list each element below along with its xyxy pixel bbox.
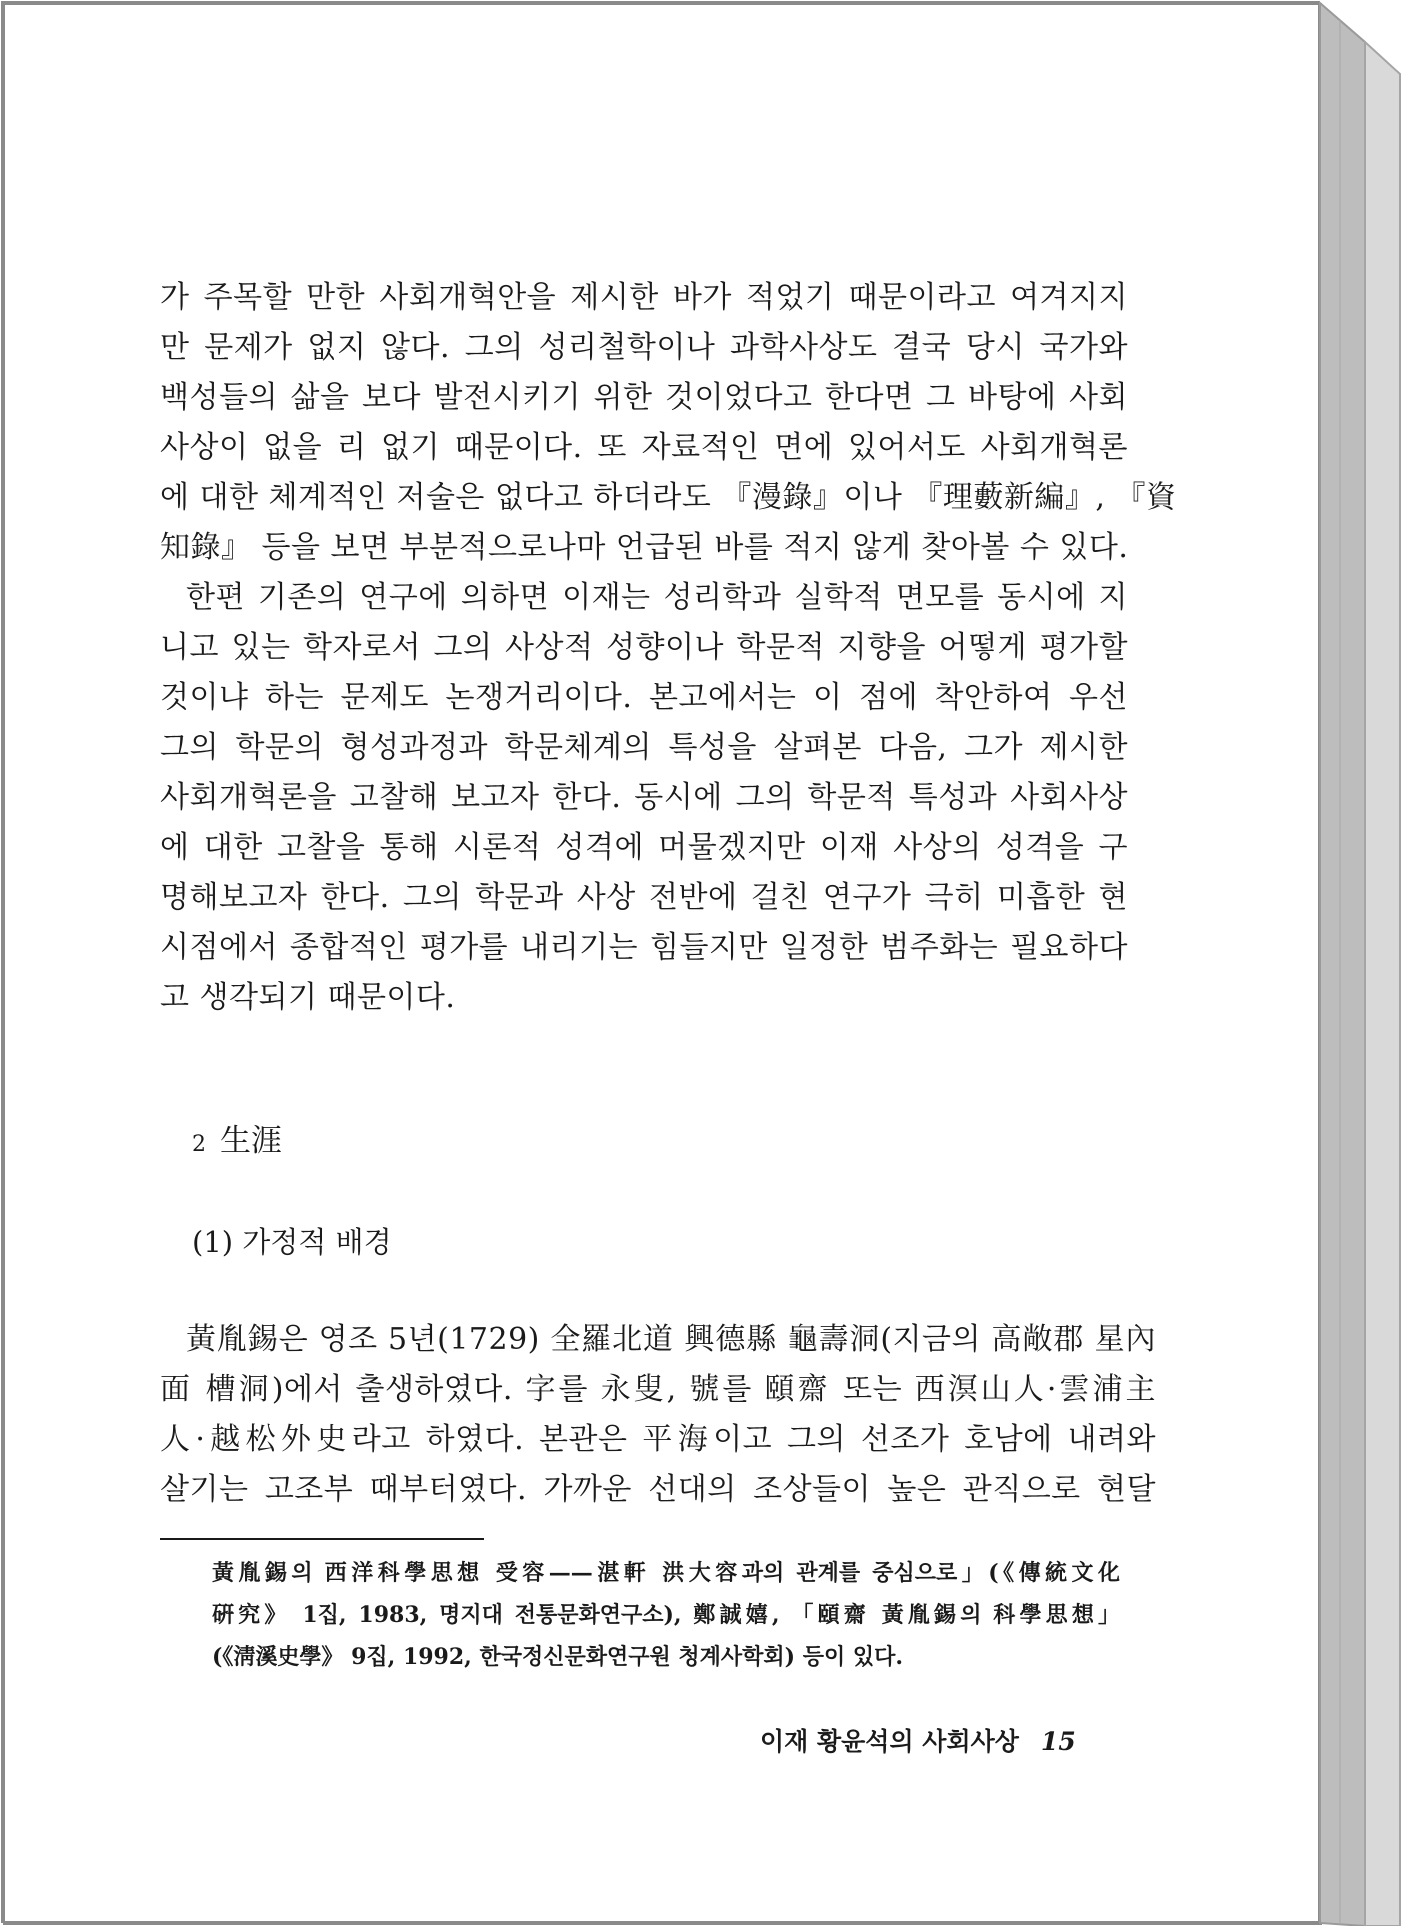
subsection-heading: (1) 가정적 배경 [192, 1225, 392, 1259]
text-line: 黃胤錫은 영조 5년(1729) 全羅北道 興德縣 龜壽洞(지금의 高敞郡 星內 [186, 1322, 1156, 1357]
section-number: 2 [192, 1132, 206, 1157]
text-line: 가 주목할 만한 사회개혁안을 제시한 바가 적었기 때문이라고 여겨지지 [160, 280, 1128, 315]
footnote-line: 硏究》 1집, 1983, 명지대 전통문화연구소), 鄭誠嬉, 「頤齋 黃胤錫의 科學思想」 [212, 1602, 1120, 1628]
footnote-line: 黃胤錫의 西洋科學思想 受容——湛軒 洪大容과의 관계를 중심으로」(《傳統文化 [212, 1560, 1120, 1586]
text-line: 니고 있는 학자로서 그의 사상적 성향이나 학문적 지향을 어떻게 평가할 [160, 630, 1128, 665]
text-line: 한편 기존의 연구에 의하면 이재는 성리학과 실학적 면모를 동시에 지 [186, 580, 1128, 615]
text-line: 그의 학문의 형성과정과 학문체계의 특성을 살펴본 다음, 그가 제시한 [160, 730, 1128, 765]
text-line: 시점에서 종합적인 평가를 내리기는 힘들지만 일정한 범주화는 필요하다 [160, 930, 1128, 965]
text-line: 만 문제가 없지 않다. 그의 성리철학이나 과학사상도 결국 당시 국가와 [160, 330, 1128, 365]
text-line: 에 대한 고찰을 통해 시론적 성격에 머물겠지만 이재 사상의 성격을 구 [160, 830, 1128, 865]
section-title: 生涯 [220, 1123, 282, 1159]
running-title: 이재 황윤석의 사회사상 [760, 1727, 1019, 1756]
running-footer [760, 1722, 1076, 1758]
text-line: 知錄』 등을 보면 부분적으로나마 언급된 바를 적지 않게 찾아볼 수 있다. [160, 530, 1129, 565]
text-line: 人·越松外史라고 하였다. 본관은 平海이고 그의 선조가 호남에 내려와 [160, 1422, 1156, 1457]
text-line: 명해보고자 한다. 그의 학문과 사상 전반에 걸친 연구가 극히 미흡한 현 [160, 880, 1128, 915]
text-line: 面 槽洞)에서 출생하였다. 字를 永叟, 號를 頤齋 또는 西溟山人·雲浦主 [160, 1372, 1156, 1407]
text-line: 살기는 고조부 때부터였다. 가까운 선대의 조상들이 높은 관직으로 현달 [160, 1472, 1156, 1507]
text-line: 에 대한 체계적인 저술은 없다고 하더라도 『漫錄』이나 『理藪新編』, 『資 [160, 480, 1177, 515]
section-heading [192, 1121, 282, 1165]
footnote-rule [160, 1538, 484, 1540]
text-line: 사회개혁론을 고찰해 보고자 한다. 동시에 그의 학문적 특성과 사회사상 [160, 780, 1128, 815]
page-number: 15 [1040, 1727, 1076, 1756]
text-line: 고 생각되기 때문이다. [160, 980, 456, 1015]
footnote-line: (《淸溪史學》 9집, 1992, 한국정신문화연구원 청계사학회) 등이 있다. [212, 1644, 904, 1670]
text-line: 백성들의 삶을 보다 발전시키기 위한 것이었다고 한다면 그 바탕에 사회 [160, 380, 1128, 415]
text-line: 사상이 없을 리 없기 때문이다. 또 자료적인 면에 있어서도 사회개혁론 [160, 430, 1128, 465]
text-line: 것이냐 하는 문제도 논쟁거리이다. 본고에서는 이 점에 착안하여 우선 [160, 680, 1128, 715]
